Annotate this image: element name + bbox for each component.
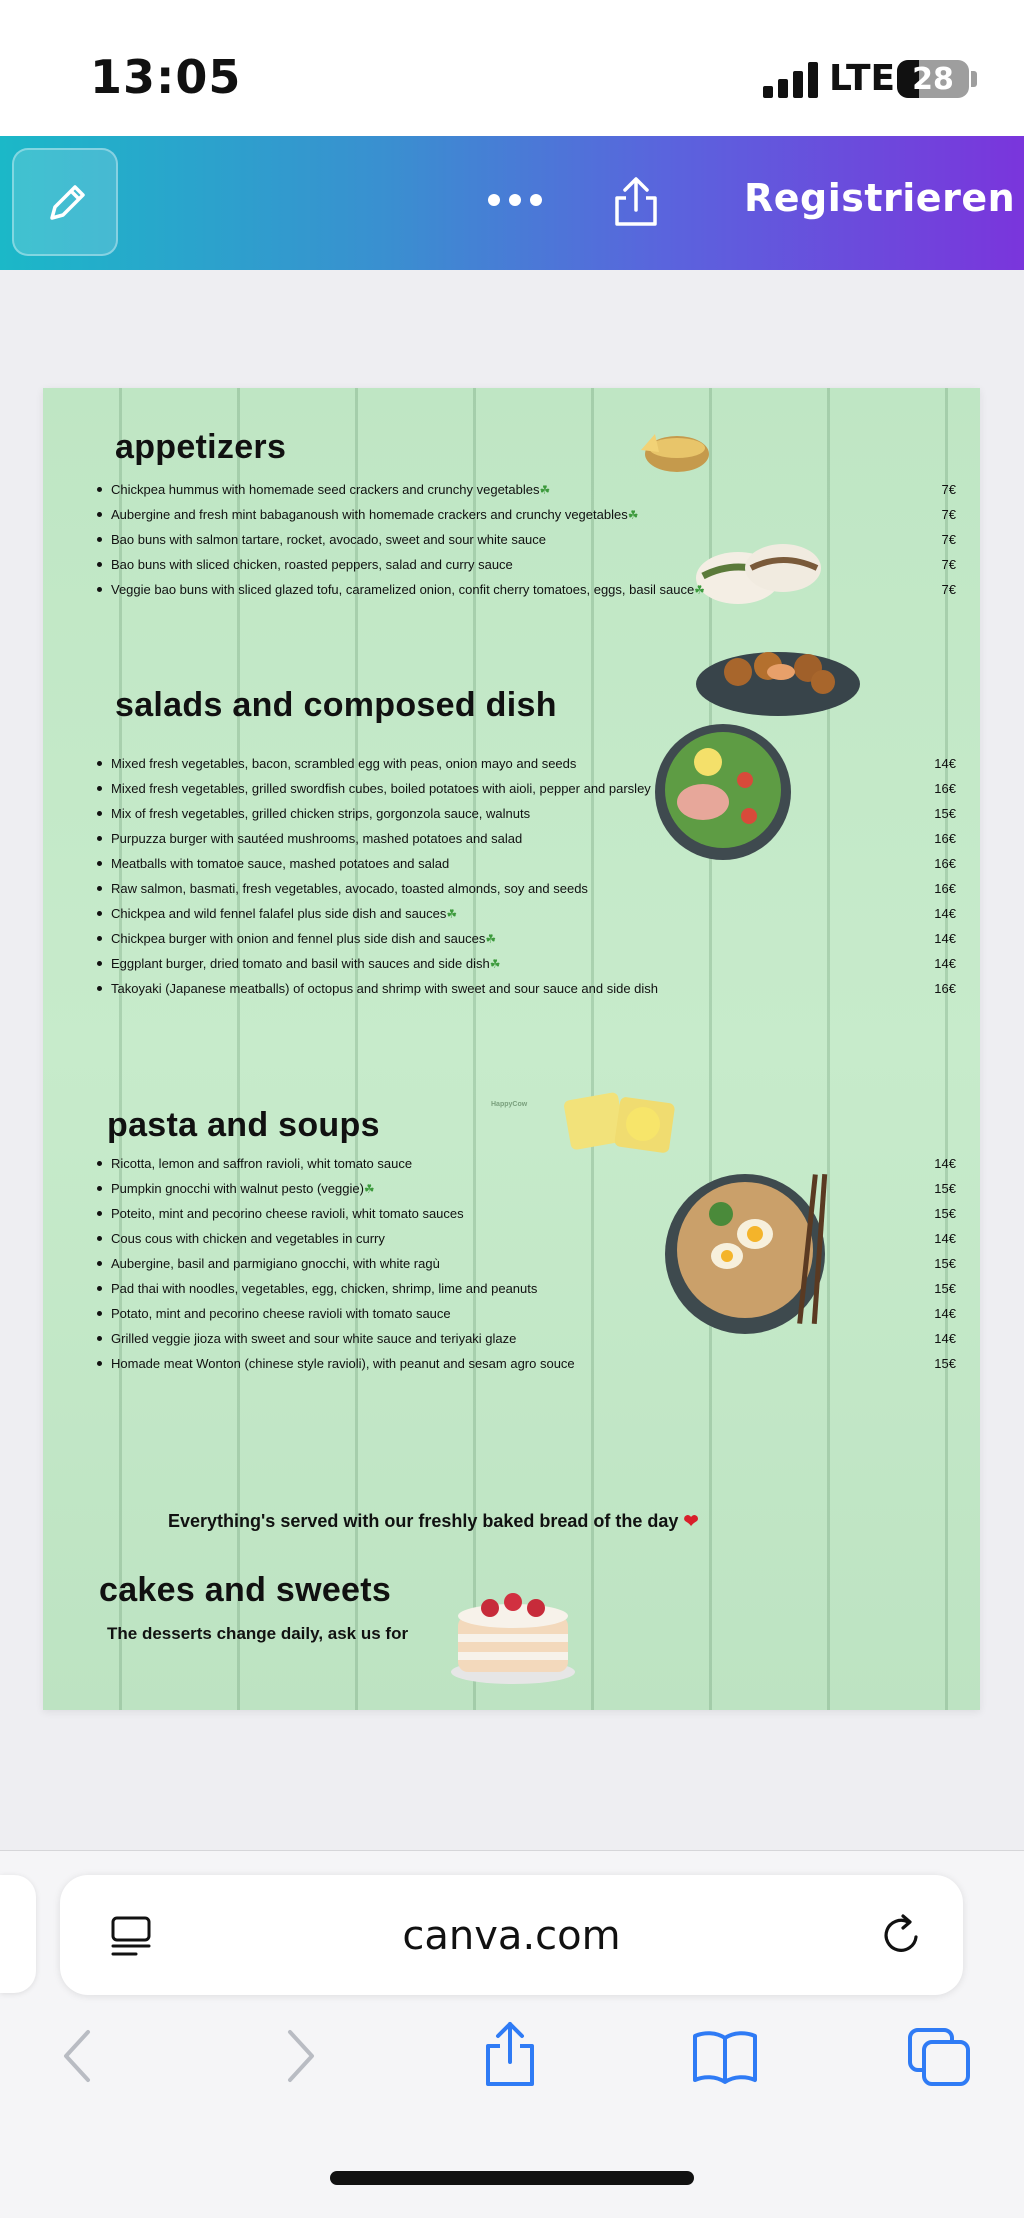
menu-item-name	[111, 557, 513, 572]
menu-item-text: Aubergine and fresh mint babaganoush with homemade crackers and crunchy vegetables	[111, 507, 628, 522]
menu-item	[111, 802, 971, 830]
menu-item-price: 7€	[941, 482, 956, 497]
status-bar	[0, 0, 1024, 136]
menu-item-price: 14€	[934, 756, 956, 771]
menu-item-name	[111, 1356, 575, 1371]
menu-item-price: 7€	[941, 507, 956, 522]
menu-item-name	[111, 781, 651, 796]
section-title: salads and composed dish	[115, 686, 557, 724]
battery-icon	[897, 60, 969, 98]
menu-item-price: 14€	[934, 956, 956, 971]
previous-tab-preview[interactable]	[0, 1875, 36, 1993]
menu-item-text: Mixed fresh vegetables, grilled swordfish cubes, boiled potatoes with aioli, pepper and parsley	[111, 781, 651, 796]
menu-item	[111, 478, 971, 506]
menu-page	[43, 388, 980, 1710]
menu-item	[111, 528, 971, 556]
menu-item-text: Bao buns with sliced chicken, roasted peppers, salad and curry sauce	[111, 557, 513, 572]
sprout-icon: ☘	[539, 483, 551, 497]
address-bar[interactable]	[60, 1875, 963, 1995]
menu-item-name	[111, 1181, 375, 1196]
app-header	[0, 136, 1024, 270]
menu-item-price: 15€	[934, 1281, 956, 1296]
menu-item-text: Mix of fresh vegetables, grilled chicken strips, gorgonzola sauce, walnuts	[111, 806, 531, 821]
menu-item-price: 15€	[934, 806, 956, 821]
desserts-note: The desserts change daily, ask us for	[107, 1624, 409, 1643]
reload-icon[interactable]	[878, 1911, 926, 1959]
menu-item-name	[111, 1256, 440, 1271]
sprout-icon: ☘	[363, 1182, 375, 1196]
network-label: LTE	[829, 58, 896, 99]
menu-item-price: 14€	[934, 931, 956, 946]
menu-item	[111, 1277, 971, 1305]
menu-item-text: Poteito, mint and pecorino cheese ravioli, whit tomato sauces	[111, 1206, 464, 1221]
section-title: pasta and soups	[107, 1106, 380, 1144]
menu-item	[111, 578, 971, 606]
battery-tip	[971, 71, 977, 87]
menu-item-name	[111, 1331, 516, 1346]
menu-item	[111, 952, 971, 980]
home-indicator	[330, 2171, 694, 2185]
menu-item-text: Homade meat Wonton (chinese style ravioli), with peanut and sesam agro souce	[111, 1356, 575, 1371]
menu-item-text: Aubergine, basil and parmigiano gnocchi, with white ragù	[111, 1256, 440, 1271]
ravioli-illustration	[555, 1086, 685, 1156]
menu-item-text: Cous cous with chicken and vegetables in curry	[111, 1231, 385, 1246]
more-button[interactable]	[488, 188, 544, 212]
menu-item	[111, 852, 971, 880]
heart-icon: ❤	[683, 1511, 699, 1531]
menu-item-text: Veggie bao buns with sliced glazed tofu, caramelized onion, confit cherry tomatoes, eggs, basil sauce	[111, 582, 695, 597]
menu-item-text: Raw salmon, basmati, fresh vegetables, avocado, toasted almonds, soy and seeds	[111, 881, 588, 896]
sprout-icon: ☘	[446, 907, 458, 921]
status-time: 13:05	[90, 50, 242, 104]
register-button[interactable]: Registrieren	[744, 176, 1016, 220]
battery-level: 28	[912, 62, 954, 97]
menu-item-name	[111, 1306, 451, 1321]
sprout-icon: ☘	[627, 508, 639, 522]
menu-item-text: Chickpea burger with onion and fennel plus side dish and sauces	[111, 931, 486, 946]
menu-item-name	[111, 532, 546, 547]
menu-item-name	[111, 831, 522, 846]
chevron-left-icon[interactable]	[58, 2026, 98, 2086]
menu-item-name	[111, 856, 449, 871]
menu-item-name	[111, 981, 658, 996]
menu-item	[111, 827, 971, 855]
menu-item-price: 16€	[934, 881, 956, 896]
menu-item-text: Grilled veggie jioza with sweet and sour white sauce and teriyaki glaze	[111, 1331, 517, 1346]
menu-item	[111, 1302, 971, 1330]
menu-item-price: 14€	[934, 1231, 956, 1246]
menu-item	[111, 777, 971, 805]
hummus-bowl-illustration	[633, 426, 713, 476]
menu-item-text: Ricotta, lemon and saffron ravioli, whit tomato sauce	[111, 1156, 413, 1171]
menu-item-name	[111, 906, 457, 921]
menu-item-price: 14€	[934, 1156, 956, 1171]
menu-item-name	[111, 1231, 385, 1246]
menu-item-name	[111, 931, 496, 946]
canvas-area	[0, 270, 1024, 1850]
book-icon[interactable]	[690, 2026, 760, 2086]
menu-item	[111, 877, 971, 905]
menu-item-price: 7€	[941, 532, 956, 547]
menu-item-text: Eggplant burger, dried tomato and basil with sauces and side dish	[111, 956, 490, 971]
menu-item-price: 15€	[934, 1356, 956, 1371]
menu-item-name	[111, 482, 550, 497]
menu-item-name	[111, 956, 500, 971]
url-text: canva.com	[402, 1913, 621, 1959]
menu-item-name	[111, 1156, 412, 1171]
menu-item-text: Bao buns with salmon tartare, rocket, avocado, sweet and sour white sauce	[111, 532, 547, 547]
browser-toolbar	[0, 1850, 1024, 2218]
menu-item-price: 15€	[934, 1181, 956, 1196]
menu-item	[111, 553, 971, 581]
menu-item	[111, 1227, 971, 1255]
menu-item	[111, 1152, 971, 1180]
menu-item-text: Pad thai with noodles, vegetables, egg, chicken, shrimp, lime and peanuts	[111, 1281, 538, 1296]
menu-item-price: 14€	[934, 906, 956, 921]
menu-item-text: Potato, mint and pecorino cheese ravioli with tomato sauce	[111, 1306, 451, 1321]
menu-item	[111, 902, 971, 930]
menu-item-price: 14€	[934, 1306, 956, 1321]
menu-item-price: 15€	[934, 1206, 956, 1221]
menu-item-price: 7€	[941, 557, 956, 572]
menu-item	[111, 977, 971, 1005]
menu-item-name	[111, 756, 576, 771]
share-button[interactable]	[608, 174, 664, 234]
menu-item	[111, 927, 971, 955]
ellipsis-icon	[488, 194, 500, 206]
menu-item-name	[111, 507, 638, 522]
share-icon[interactable]	[480, 2018, 540, 2090]
menu-item-text: Meatballs with tomatoe sauce, mashed potatoes and salad	[111, 856, 450, 871]
cake-illustration	[448, 1578, 578, 1688]
menu-item-price: 15€	[934, 1256, 956, 1271]
menu-item	[111, 1352, 971, 1380]
menu-item-text: Chickpea and wild fennel falafel plus side dish and sauces	[111, 906, 447, 921]
menu-item	[111, 752, 971, 780]
menu-item-price: 16€	[934, 831, 956, 846]
section-title: appetizers	[115, 428, 287, 466]
sprout-icon: ☘	[694, 583, 705, 597]
menu-item	[111, 1202, 971, 1230]
edit-button[interactable]	[12, 148, 118, 256]
bread-note	[168, 1511, 699, 1532]
browser-nav-row	[0, 2026, 1024, 2106]
menu-item	[111, 1327, 971, 1355]
share-icon	[608, 174, 664, 230]
pencil-icon	[42, 178, 92, 228]
menu-item	[111, 1252, 971, 1280]
takoyaki-illustration	[693, 638, 863, 718]
bread-note-text: Everything's served with our freshly baked bread of the day	[168, 1511, 679, 1531]
menu-item	[111, 1177, 971, 1205]
desserts-title: cakes and sweets	[99, 1571, 392, 1609]
sprout-icon: ☘	[485, 932, 497, 946]
menu-item-price: 16€	[934, 781, 956, 796]
watermark-text: HappyCow	[491, 1101, 528, 1108]
menu-item-text: Purpuzza burger with sautéed mushrooms, mashed potatoes and salad	[111, 831, 523, 846]
menu-item-name	[111, 1281, 537, 1296]
sprout-icon: ☘	[489, 957, 501, 971]
menu-item-text: Pumpkin gnocchi with walnut pesto (veggie)	[111, 1181, 364, 1196]
menu-item-text: Chickpea hummus with homemade seed crackers and crunchy vegetables	[111, 482, 540, 497]
menu-item-name	[111, 1206, 464, 1221]
menu-item-text: Takoyaki (Japanese meatballs) of octopus and shrimp with sweet and sour sauce and side dish	[111, 981, 659, 996]
menu-item-name	[111, 806, 530, 821]
menu-item-name	[111, 881, 588, 896]
menu-item	[111, 503, 971, 531]
signal-icon	[763, 62, 819, 98]
tabs-icon[interactable]	[906, 2026, 972, 2088]
menu-item-price: 16€	[934, 856, 956, 871]
chevron-right-icon[interactable]	[280, 2026, 320, 2086]
menu-item-price: 7€	[941, 582, 956, 597]
menu-item-name	[111, 582, 705, 597]
menu-item-text: Mixed fresh vegetables, bacon, scrambled egg with peas, onion mayo and seeds	[111, 756, 577, 771]
menu-item-price: 16€	[934, 981, 956, 996]
menu-item-price: 14€	[934, 1331, 956, 1346]
